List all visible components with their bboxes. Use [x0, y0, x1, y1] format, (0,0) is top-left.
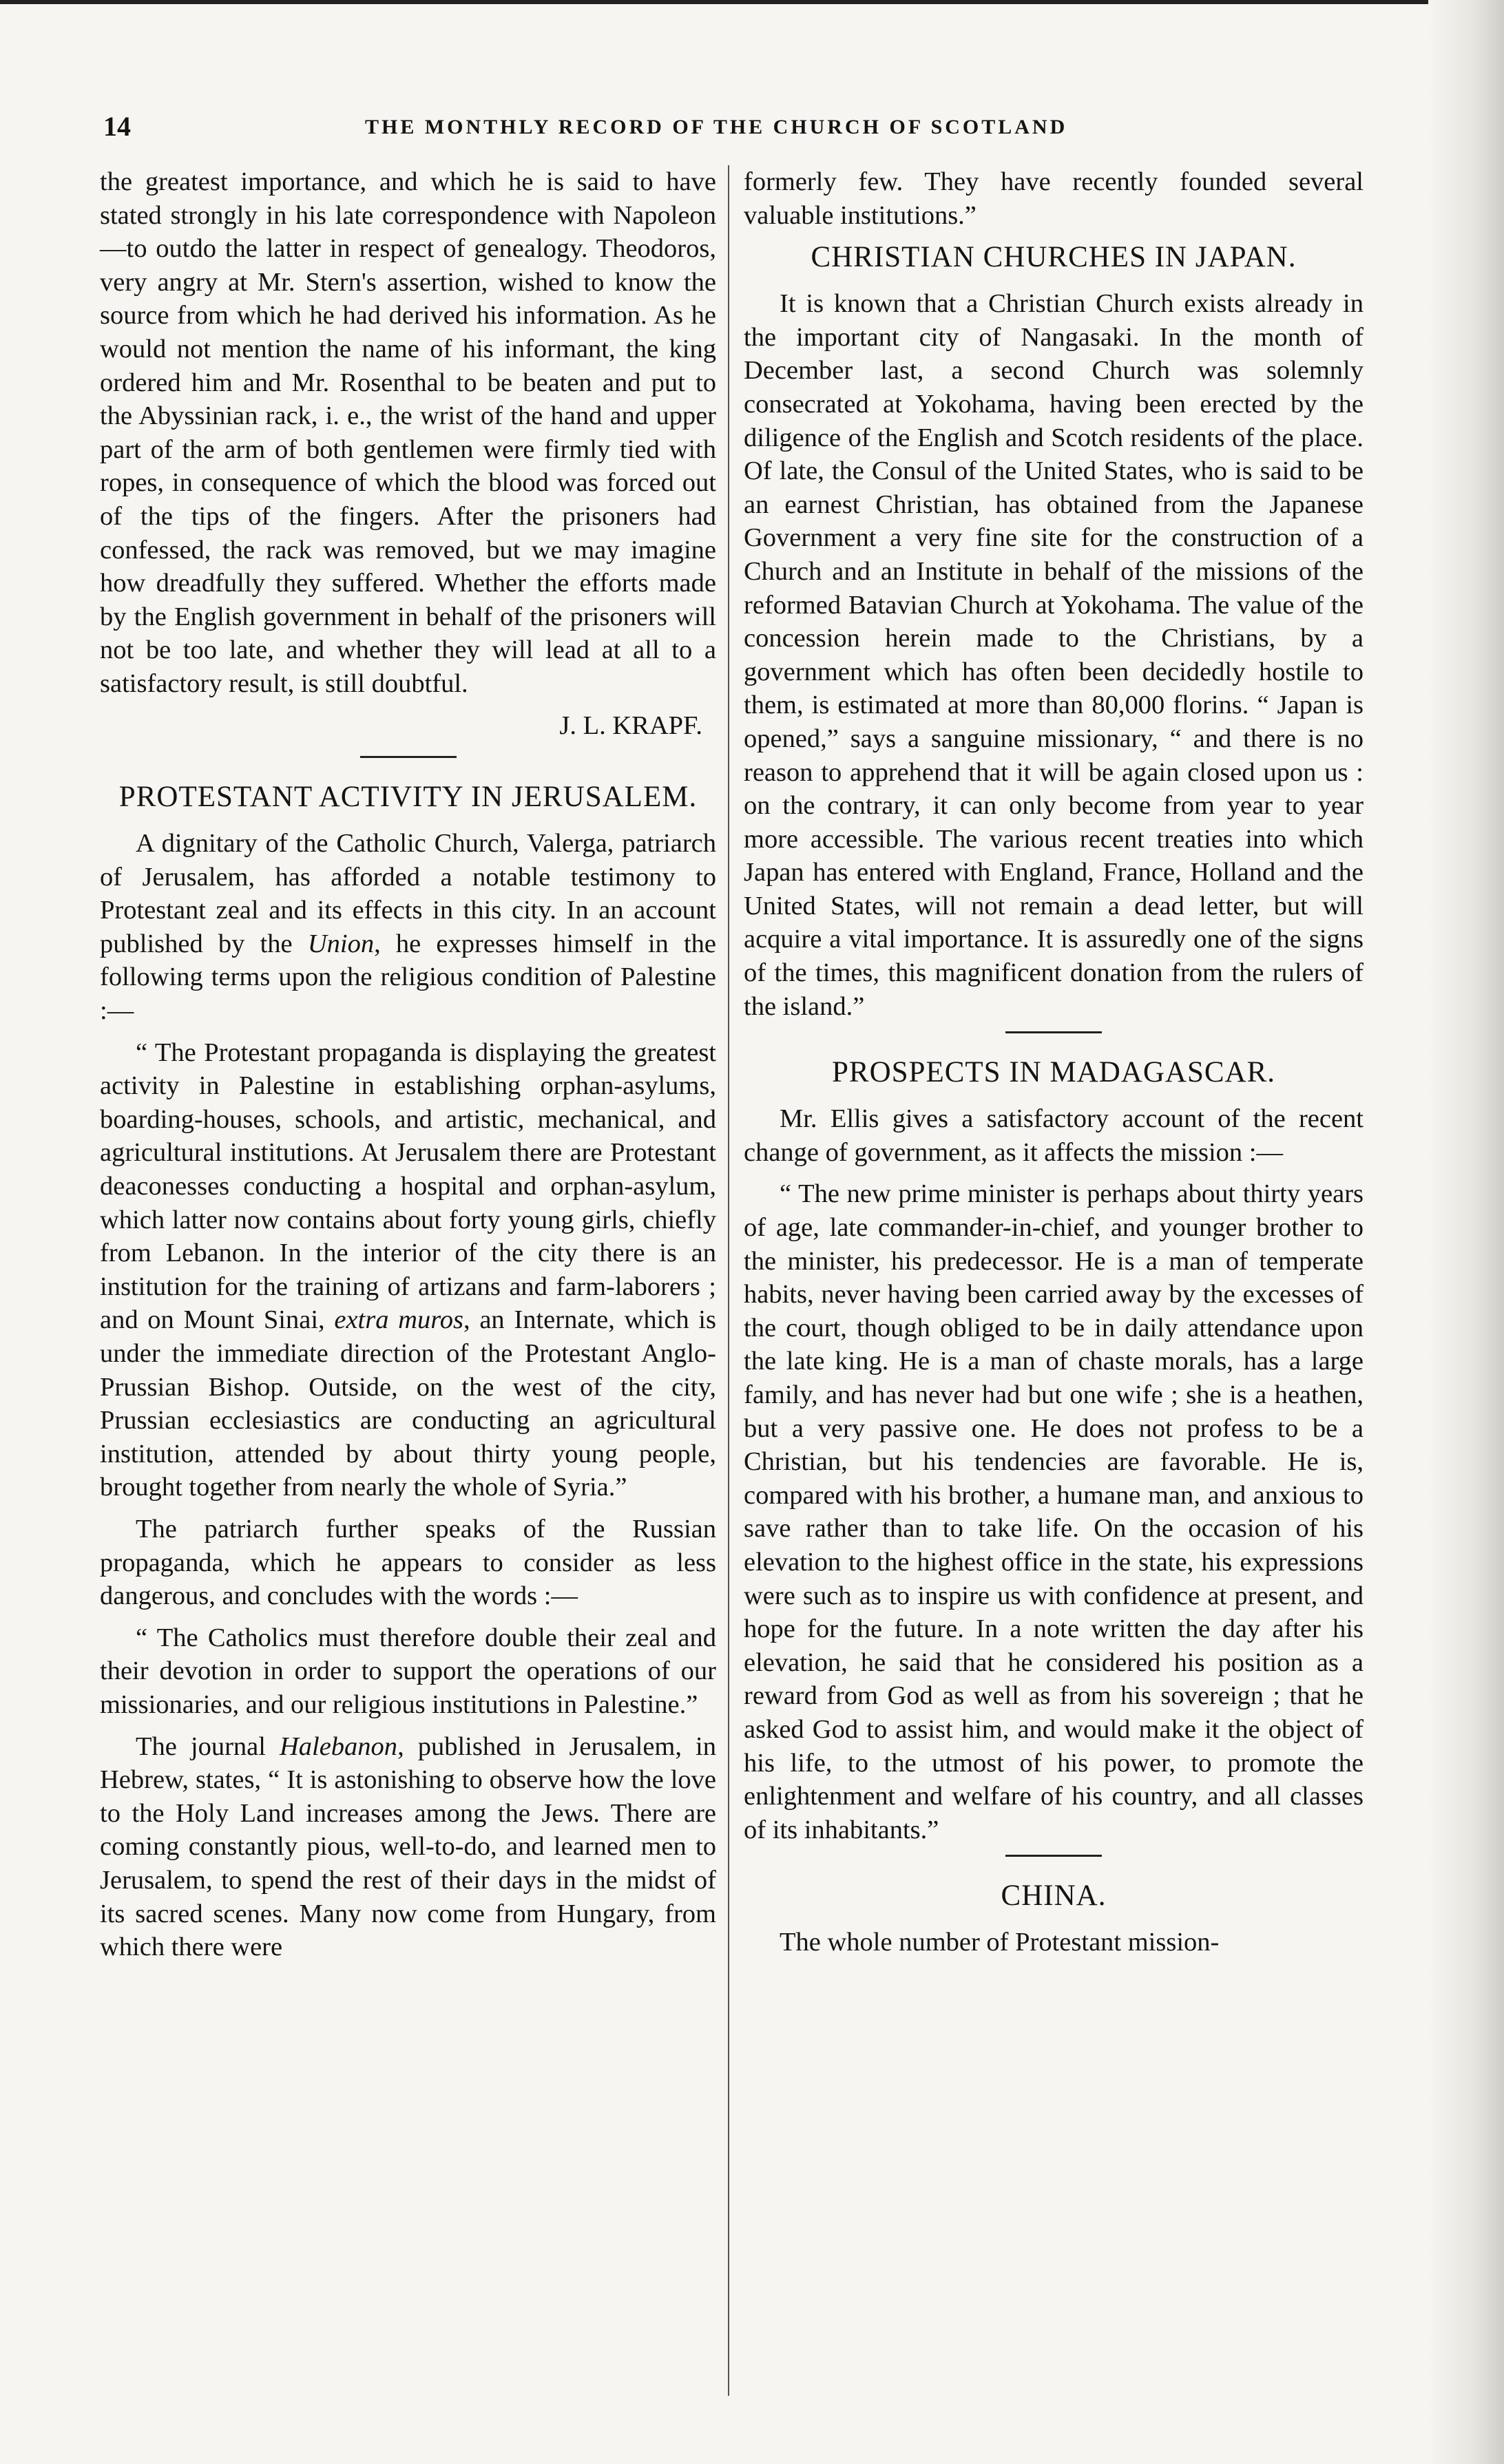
section-heading-japan: CHRISTIAN CHURCHES IN JAPAN.	[811, 241, 1297, 274]
column-divider	[728, 165, 729, 2396]
paragraph: It is known that a Christian Church exists already in the important city of Nangasaki. In the month of December last, a second Church was solemnly consecrated at Yokohama, having been erected by the diligence of the English and Scotch residents of the place. Of late, the Consul of the United States, who is said to be an earnest Christian, has obtained from the Japanese Government a very fine site for the construction of a Church and an Institute in behalf of the missions of the reformed Batavian Church at Yokohama. The value of the concession herein made to the Christians, by a government which has often been decidedly hostile to them, is estimated at more than 80,000 florins. “ Japan is opened,” says a sanguine missionary, “ and there is no reason to apprehend that it will be again closed upon us : on the contrary, it can only become from year to year more accessible. The various recent treaties into which Japan has entered with England, France, Holland and the United States, will not remain a dead letter, but will acquire a vital importance. It is assuredly one of the signs of the times, this magnificent donation from the rulers of the island.”	[744, 289, 1364, 1021]
section-heading-china: CHINA.	[1001, 1879, 1107, 1913]
page-header	[103, 110, 1398, 151]
quotation: “ The Catholics must therefore double their zeal and their devotion in order to support the operations of our missionaries, and our religious institutions in Palestine.”	[100, 1623, 716, 1719]
page-number: 14	[103, 111, 131, 142]
paragraph: The journal Halebanon, published in Jerusalem, in Hebrew, states, “ It is astonishing to observe how the love to the Holy Land increases among the Jews. There are coming constantly pious, well-to-do, and learned men to Jerusalem, to spend the rest of their days in the midst of its sacred scenes. Many now come from Hungary, from which there were	[100, 1731, 716, 1962]
author-signature: J. L. KRAPF.	[559, 710, 702, 740]
section-heading-jerusalem: PROTESTANT ACTIVITY IN JERUSALEM.	[118, 781, 698, 814]
article-continuation: the greatest importance, and which he is said to have stated strongly in his late correspondence with Napoleon—to outdo the latter in respect of genealogy. Theodoros, very angry at Mr. Stern's assertion, wished to know the source from which he had derived his information. As he would not mention the name of his informant, the king ordered him and Mr. Rosenthal to be beaten and put to the Abyssinian rack, i. e., the wrist of the hand and upper part of the arm of both gentlemen were firmly tied with ropes, in consequence of which the blood was forced out of the tips of the fingers. After the prisoners had confessed, the rack was removed, but we may imagine how dreadfully they suffered. Whether the efforts made by the English government in behalf of the prisoners will not be too late, and whether they will lead at all to a satisfactory result, is still doubtful.	[100, 167, 716, 698]
paragraph: Mr. Ellis gives a satisfactory account of the recent change of government, as it affects the mission :—	[744, 1104, 1364, 1167]
article-continuation: formerly few. They have recently founded several valuable institutions.”	[744, 167, 1364, 230]
page-edge-shadow	[1428, 0, 1504, 2464]
section-heading-madagascar: PROSPECTS IN MADAGASCAR.	[831, 1056, 1276, 1089]
right-column	[744, 165, 1364, 1968]
paragraph: The patriarch further speaks of the Russian propaganda, which he appears to consider as less dangerous, and concludes with the words :—	[100, 1514, 716, 1611]
top-border	[0, 0, 1504, 14]
paragraph: The whole number of Protestant mission-	[780, 1928, 1220, 1957]
section-rule	[360, 756, 457, 758]
quotation: “ The new prime minister is perhaps about thirty years of age, late commander-in-chief, and younger brother to the minister, his predecessor. He is a man of temperate habits, never having been carried away by the excesses of the court, though obliged to be in daily attendance upon the late king. He is a man of chaste morals, has a large family, and has never had but one wife ; she is a heathen, but a very passive one. He does not profess to be a Christian, but his tendencies are favorable. He is, compared with his brother, a humane man, and anxious to save rather than to take life. On the occasion of his elevation to the highest office in the state, his expressions were such as to inspire us with confidence at present, and hope for the future. In a note written the day after his elevation, he said that he considered his position as a reward from God as well as from his sovereign ; that he asked God to assist him, and would make it the object of his life, to the utmost of his power, to promote the enlightenment and welfare of his country, and all classes of its inhabitants.”	[744, 1179, 1364, 1844]
running-title: THE MONTHLY RECORD OF THE CHURCH OF SCOTLAND	[365, 116, 1068, 138]
quotation: “ The Protestant propaganda is displaying the greatest activity in Palestine in establishing orphan-asylums, boarding-houses, schools, and artistic, mechanical, and agricultural institutions. At Jerusalem there are Protestant deaconesses conducting a hospital and orphan-asylum, which latter now contains about forty young girls, chiefly from Lebanon. In the interior of the city there is an institution for the training of artizans and farm-laborers ; and on Mount Sinai, extra muros, an Internate, which is under the immediate direction of the Protestant Anglo-Prussian Bishop. Outside, on the west of the city, Prussian ecclesiastics are conducting an agricultural institution, attended by about thirty young people, brought together from nearly the whole of Syria.”	[100, 1038, 716, 1502]
section-rule	[1005, 1855, 1102, 1857]
left-column	[100, 165, 716, 1972]
section-rule	[1005, 1031, 1102, 1033]
paragraph: A dignitary of the Catholic Church, Valerga, patriarch of Jerusalem, has afforded a notable testimony to Protestant zeal and its effects in this city. In an account published by the Union, he expresses himself in the following terms upon the religious condition of Palestine :—	[100, 829, 716, 1026]
